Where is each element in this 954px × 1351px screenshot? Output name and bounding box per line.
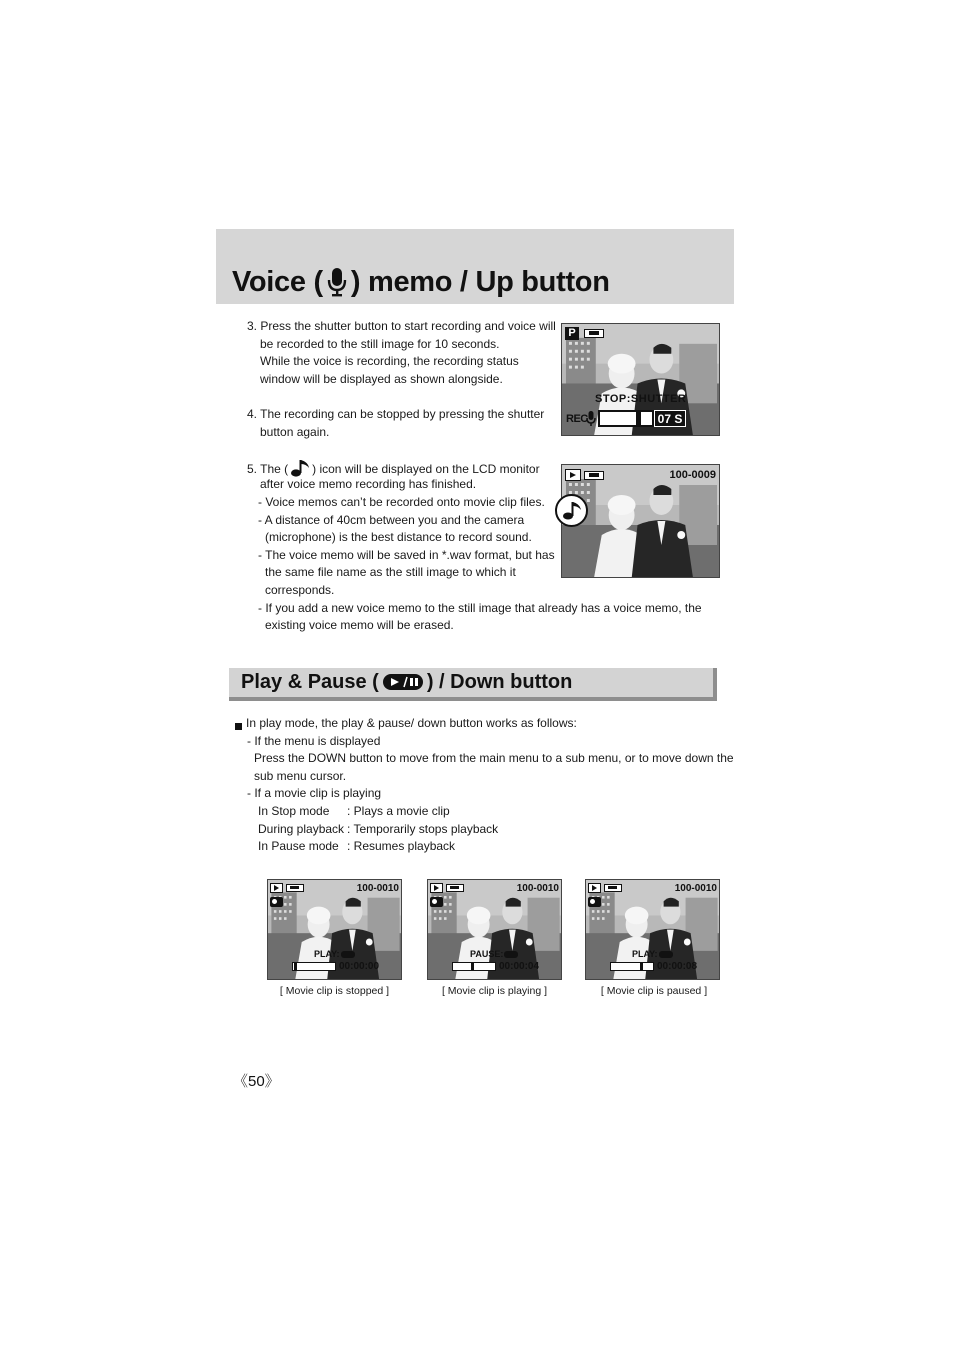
page-title <box>232 266 610 305</box>
caption-stopped: [ Movie clip is stopped ] <box>279 985 390 997</box>
step5-line2: after voice memo recording has finished. <box>260 477 477 491</box>
mode-stop-label: In Stop mode <box>258 804 330 818</box>
movie-state-label: PAUSE: <box>470 949 504 959</box>
play-mode-intro: In play mode, the play & pause/ down button works as follows: <box>246 716 577 730</box>
menu-text-line1: Press the DOWN button to move from the main menu to a sub menu, or to move down the <box>254 751 734 766</box>
note-line3: (microphone) is the best distance to record sound. <box>265 530 532 545</box>
section-title-suffix: ) / Down button <box>426 671 573 693</box>
playback-icon <box>565 469 581 481</box>
caption-playing: [ Movie clip is playing ] <box>441 985 548 997</box>
file-number: 100-0010 <box>356 883 399 894</box>
record-progress-bar <box>598 410 654 427</box>
battery-icon <box>286 884 304 892</box>
file-number: 100-0010 <box>516 883 559 894</box>
movie-camera-icon <box>430 897 443 907</box>
voice-memo-icon <box>555 494 588 527</box>
step5-prefix: 5. The ( <box>247 462 289 476</box>
mode-playback-label: During playback <box>258 821 345 836</box>
movie-camera-icon <box>588 897 601 907</box>
record-status: STOP:SHUTTER <box>595 393 687 405</box>
movie-time: 00:00:04 <box>499 961 540 972</box>
movie-state <box>470 949 518 959</box>
movie-state-label: PLAY: <box>632 949 658 959</box>
page-number: 《50》 <box>233 1073 280 1090</box>
section-title <box>241 671 572 697</box>
step3-line2: be recorded to the still image for 10 seconds. <box>260 336 500 351</box>
page-title-prefix: Voice ( <box>232 266 323 298</box>
play-pause-icon <box>341 951 355 958</box>
step5-suffix: ) icon will be displayed on the LCD monitor <box>312 462 540 476</box>
movie-camera-icon <box>270 897 283 907</box>
section-title-prefix: Play & Pause ( <box>241 671 379 693</box>
step4-line1: 4. The recording can be stopped by pressing the shutter <box>247 407 545 421</box>
mode-stop-action: : Plays a movie clip <box>347 804 450 818</box>
lcd-recording-screen <box>561 323 720 436</box>
movie-time: 00:00:00 <box>339 961 380 972</box>
play-pause-icon <box>382 673 424 697</box>
playback-icon <box>588 883 601 893</box>
record-timer: 07 S <box>654 410 686 427</box>
menu-text-line2: sub menu cursor. <box>254 768 347 783</box>
note-line7: - If you add a new voice memo to the still image that already has a voice memo, the <box>258 600 702 615</box>
menu-heading: - If the menu is displayed <box>247 733 381 748</box>
mode-pause-action: : Resumes playback <box>347 839 456 854</box>
file-number: 100-0009 <box>669 469 716 481</box>
movie-state <box>632 949 673 959</box>
movie-time: 00:00:08 <box>657 961 698 972</box>
movie-progress-bar <box>610 962 654 971</box>
movie-screen-playing <box>427 879 562 980</box>
mode-badge: P <box>565 327 579 340</box>
step4-line2: button again. <box>260 424 330 439</box>
microphone-icon <box>327 267 347 305</box>
mode-playback-action: : Temporarily stops playback <box>347 821 499 836</box>
playback-icon <box>430 883 443 893</box>
playback-icon <box>270 883 283 893</box>
note-line4: - The voice memo will be saved in *.wav format, but has <box>258 547 555 562</box>
note-line6: corresponds. <box>265 583 335 597</box>
play-pause-icon <box>659 951 673 958</box>
rec-label: REC <box>566 413 588 425</box>
note-line5: the same file name as the still image to which it <box>265 565 516 580</box>
movie-screen-stopped <box>267 879 402 980</box>
battery-icon <box>446 884 464 892</box>
movie-screen-paused <box>585 879 720 980</box>
file-number: 100-0010 <box>674 883 717 894</box>
caption-paused: [ Movie clip is paused ] <box>600 985 708 997</box>
movie-progress-bar <box>292 962 336 971</box>
rec-mic-icon <box>586 411 596 432</box>
battery-icon <box>584 329 604 338</box>
note-line2: - A distance of 40cm between you and the camera <box>258 512 525 527</box>
movie-state-label: PLAY: <box>314 949 340 959</box>
step3-line4: window will be displayed as shown alongside. <box>260 371 503 386</box>
mode-pause-label: In Pause mode <box>258 839 339 854</box>
battery-icon <box>584 471 604 480</box>
bullet-square <box>235 723 242 730</box>
note-line1: - Voice memos can’t be recorded onto movie clip files. <box>258 495 545 509</box>
play-pause-icon <box>504 951 518 958</box>
battery-icon <box>604 884 622 892</box>
movie-state <box>314 949 355 959</box>
note-line8: existing voice memo will be erased. <box>265 618 454 633</box>
page-title-suffix: ) memo / Up button <box>350 266 610 298</box>
step3-line1: 3. Press the shutter button to start recording and voice will <box>247 319 556 333</box>
movie-progress-bar <box>452 962 496 971</box>
step3-line3: While the voice is recording, the recording status <box>260 354 519 369</box>
movie-heading: - If a movie clip is playing <box>247 786 382 801</box>
